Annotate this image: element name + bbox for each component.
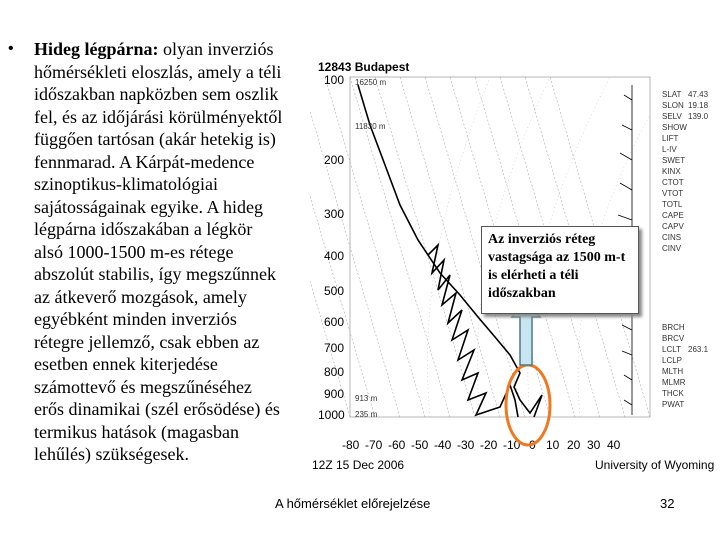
bullet-line: sajátosságainak egyike. A hideg (34, 196, 263, 217)
pressure-label: 500 (324, 284, 345, 298)
temp-label: -40 (434, 438, 452, 452)
index-name: SWET (662, 156, 686, 165)
data-source: University of Wyoming (595, 458, 715, 472)
temp-label: -70 (365, 438, 383, 452)
bullet-text (34, 38, 324, 466)
index-name: CAPV (662, 222, 684, 231)
index-name: LCLP (662, 356, 683, 365)
footer-title: A hőmérséklet előrejelzése (275, 496, 431, 511)
temp-label: -80 (342, 438, 360, 452)
callout-box (481, 226, 639, 314)
sounding-date: 12Z 15 Dec 2006 (312, 458, 405, 472)
page-number: 32 (660, 496, 675, 511)
index-name: BRCV (662, 334, 685, 343)
height-label: 11830 m (355, 122, 386, 131)
height-label: 235 m (355, 410, 378, 419)
temp-label: 20 (567, 438, 581, 452)
temp-label: -30 (457, 438, 475, 452)
height-label: 913 m (355, 394, 378, 403)
pressure-label: 700 (324, 341, 345, 355)
temp-label: 40 (607, 438, 621, 452)
index-name: CINV (662, 244, 682, 253)
callout-text: Az inverziós réteg vastagsága az 1500 m-t is elérheti a téli időszakban (488, 232, 626, 301)
bullet-line: lehűlés) szükségesek. (34, 444, 189, 464)
bullet-line: termikus hatások (magasban (34, 421, 239, 442)
bullet-line: hőmérsékleti eloszlás, amely a téli (34, 61, 282, 82)
temp-label: 10 (546, 438, 560, 452)
bullet-marker: • (8, 40, 14, 57)
index-name: CAPE (662, 211, 684, 220)
pressure-label: 300 (324, 207, 345, 221)
height-labels (355, 78, 386, 419)
index-name: VTOT (662, 189, 684, 198)
temperature-axis (342, 438, 621, 452)
temp-label: -60 (388, 438, 406, 452)
temp-label: -50 (411, 438, 429, 452)
index-name: CINS (662, 233, 682, 242)
pressure-label: 1000 (318, 408, 345, 422)
index-name: L-IV (662, 145, 677, 154)
bullet-line: egyébként minden inverziós (34, 309, 237, 329)
index-name: THCK (662, 389, 684, 398)
bullet-term: Hideg légpárna: (34, 39, 159, 59)
bullet-line: esetben ennek kiterjedése (34, 354, 218, 374)
index-name: CTOT (662, 178, 684, 187)
bullet-line: függően tartósan (akár hetekig is) (34, 129, 276, 149)
pressure-label: 200 (324, 153, 345, 167)
index-name: LIFT (662, 134, 679, 143)
station-title: 12843 Budapest (318, 60, 410, 74)
index-name: SELV (662, 112, 682, 121)
bullet-line: fel, és az időjárási körülményektől (34, 106, 283, 127)
temp-label: 30 (587, 438, 601, 452)
index-name: SHOW (662, 123, 687, 132)
index-value: 263.1 (688, 345, 709, 354)
bullet-line: alsó 1000-1500 m-es rétege (34, 241, 234, 262)
bullet-line: légpárna időszakában a légkör (34, 219, 253, 239)
index-name: MLMR (662, 378, 686, 387)
index-name: BRCH (662, 323, 685, 332)
index-value: 139.0 (688, 112, 709, 121)
temp-label: -10 (503, 438, 521, 452)
index-name: SLON (662, 101, 684, 110)
bullet-line: az átkeverő mozgások, amely (34, 286, 247, 307)
pressure-label: 400 (324, 249, 345, 263)
bullet-line: időszakban napközben sem oszlik (34, 84, 279, 104)
bullet-line: szinoptikus-klimatológiai (34, 174, 218, 194)
bullet-line: erős dinamikai (szél erősödése) és (34, 399, 280, 419)
index-name: LCLT (662, 345, 681, 354)
temp-label: -20 (480, 438, 498, 452)
bullet-line: olyan inverziós (163, 39, 274, 59)
stability-indices (662, 90, 709, 409)
index-name: SLAT (662, 90, 682, 99)
bullet-line: fennmarad. A Kárpát-medence (34, 151, 255, 172)
index-name: KINX (662, 167, 681, 176)
pressure-label: 100 (324, 73, 345, 87)
temp-label: 0 (529, 438, 536, 452)
pressure-label: 800 (324, 365, 345, 379)
index-value: 19.18 (688, 101, 709, 110)
pressure-axis (318, 73, 345, 422)
pressure-label: 600 (324, 315, 345, 329)
bullet-line: abszolút stabilis, így megszűnnek (34, 264, 276, 284)
index-name: MLTH (662, 367, 684, 376)
bullet-line: rétegre jellemző, csak ebben az (34, 331, 260, 352)
index-name: TOTL (662, 200, 683, 209)
index-name: PWAT (662, 400, 685, 409)
height-label: 16250 m (355, 78, 387, 87)
index-value: 47.43 (688, 90, 709, 99)
bullet-line: számottevő és megszűnéséhez (34, 376, 252, 397)
pressure-label: 900 (324, 387, 345, 401)
